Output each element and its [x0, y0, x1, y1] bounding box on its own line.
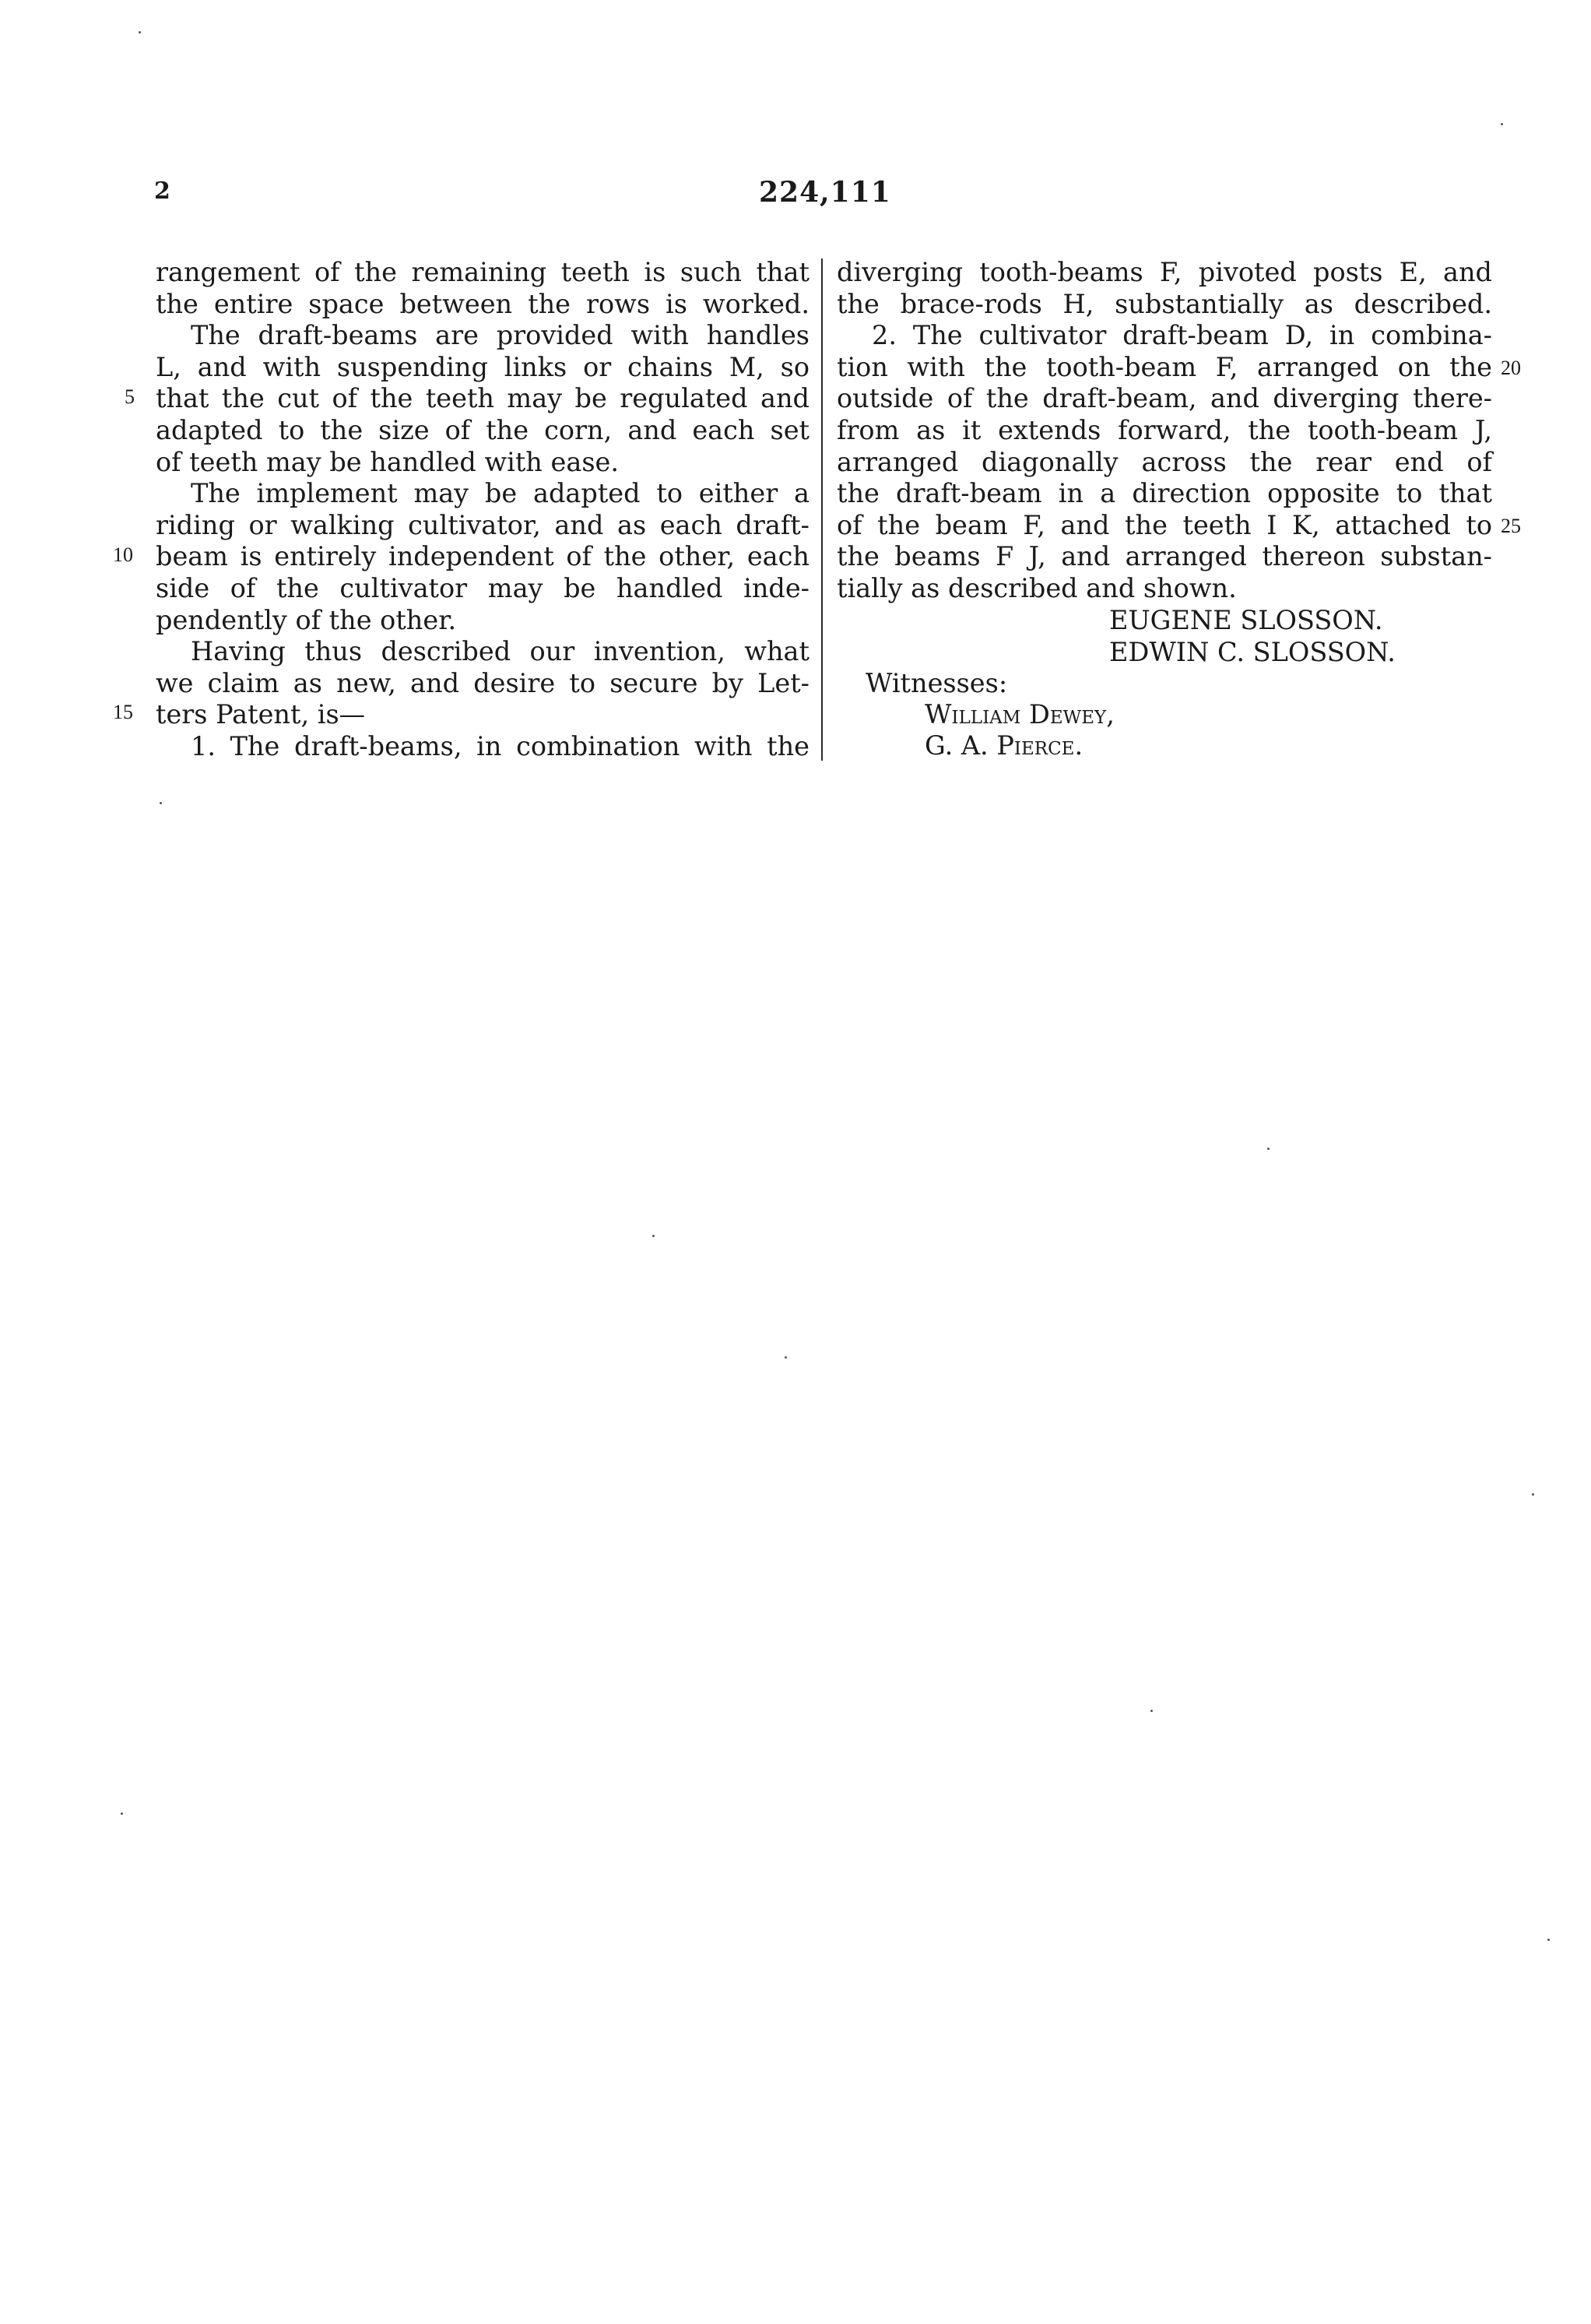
left-column	[156, 257, 810, 763]
inventor-signature: EUGENE SLOSSON.	[1109, 605, 1383, 635]
witness-name: G. A. Pierce.	[925, 730, 1083, 761]
text-line: tially as described and shown.	[837, 572, 1237, 603]
text-line: arranged diagonally across the rear end of	[837, 446, 1492, 477]
text-line: adapted to the size of the corn, and each set	[156, 414, 810, 445]
line-number: 15	[113, 701, 133, 723]
text-line: ters Patent, is—	[156, 699, 366, 730]
witnesses-label: Witnesses:	[866, 668, 1008, 698]
text-line: the brace-rods H, substantially as described.	[837, 288, 1492, 319]
scan-speck	[1532, 1493, 1534, 1496]
text-line: beam is entirely independent of the other, each	[156, 541, 810, 572]
page-number: 2	[154, 178, 170, 205]
text-line: of the beam F, and the teeth I K, attached to	[837, 509, 1492, 540]
text-line: outside of the draft-beam, and diverging there-	[837, 383, 1492, 414]
scan-speck	[1267, 1148, 1270, 1150]
text-line: 2. The cultivator draft-beam D, in combina-	[872, 320, 1492, 351]
line-number: 20	[1501, 357, 1521, 379]
text-line: riding or walking cultivator, and as each draft-	[156, 509, 810, 540]
line-number: 10	[113, 543, 133, 566]
scan-speck	[1547, 1939, 1550, 1941]
witness-name: William Dewey,	[925, 699, 1115, 730]
scan-speck	[121, 1812, 123, 1815]
text-line: the entire space between the rows is worked.	[156, 288, 810, 319]
text-line: pendently of the other.	[156, 604, 457, 635]
text-line: of teeth may be handled with ease.	[156, 446, 619, 477]
text-line: The draft-beams are provided with handles	[191, 320, 810, 351]
scan-speck	[139, 31, 141, 33]
patent-number: 224,111	[759, 176, 891, 209]
line-number: 5	[125, 385, 135, 408]
column-divider	[821, 258, 823, 761]
text-line: Having thus described our invention, what	[191, 636, 810, 667]
text-line: side of the cultivator may be handled inde-	[156, 572, 810, 603]
text-line: The implement may be adapted to either a	[191, 478, 810, 509]
text-line: from as it extends forward, the tooth-beam J,	[837, 414, 1492, 445]
text-line: L, and with suspending links or chains M, so	[156, 351, 810, 382]
scan-speck	[1501, 123, 1503, 125]
scan-speck	[160, 802, 162, 804]
text-line: rangement of the remaining teeth is such that	[156, 257, 810, 287]
scan-speck	[1150, 1710, 1153, 1712]
scan-speck	[785, 1356, 787, 1359]
right-column	[837, 257, 1492, 605]
text-line: the draft-beam in a direction opposite to that	[837, 478, 1492, 509]
text-line: diverging tooth-beams F, pivoted posts E, and	[837, 257, 1492, 287]
text-line: the beams F J, and arranged thereon substan-	[837, 541, 1492, 572]
line-number: 25	[1501, 515, 1521, 537]
text-line: tion with the tooth-beam F, arranged on the	[837, 351, 1492, 382]
text-line: that the cut of the teeth may be regulated and	[156, 383, 810, 414]
text-line: we claim as new, and desire to secure by Let-	[156, 667, 810, 698]
scan-speck	[652, 1235, 655, 1237]
inventor-signature: EDWIN C. SLOSSON.	[1109, 637, 1396, 667]
text-line: 1. The draft-beams, in combination with the	[191, 730, 810, 761]
